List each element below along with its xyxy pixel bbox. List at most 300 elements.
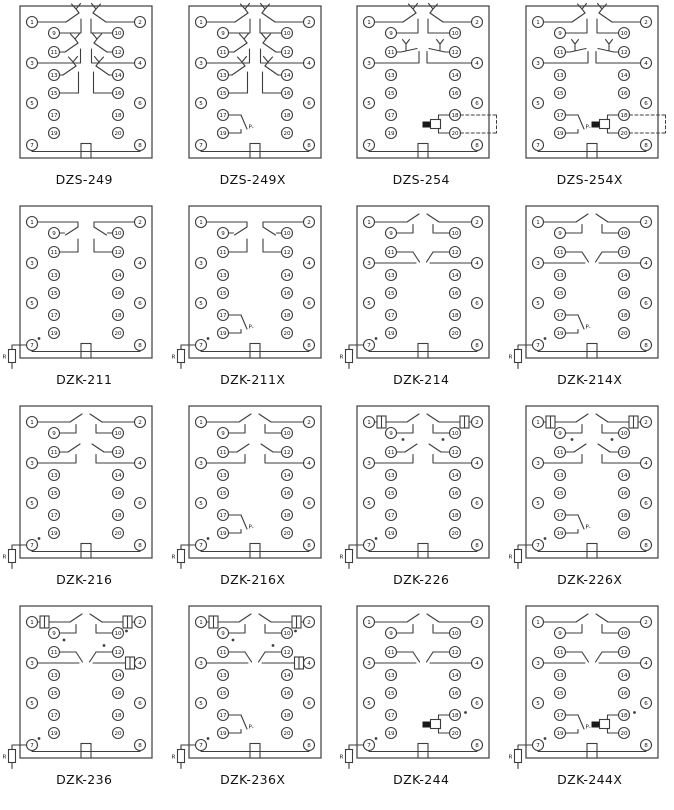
svg-text:17: 17 xyxy=(387,513,395,520)
resistor-label: R xyxy=(339,354,344,361)
p-contact-label: P- xyxy=(248,124,254,131)
diagram-cell-dzk-211x xyxy=(169,202,338,402)
svg-text:17: 17 xyxy=(556,313,564,320)
diagram-label: DZK-244X xyxy=(557,772,623,787)
svg-text:13: 13 xyxy=(50,273,58,280)
block-lead xyxy=(607,129,618,134)
polarity-dot xyxy=(125,630,128,633)
terminal-4 xyxy=(303,658,314,669)
terminal-15 xyxy=(217,288,228,299)
terminal-3 xyxy=(364,258,375,269)
svg-text:6: 6 xyxy=(643,701,648,708)
terminal-19 xyxy=(217,128,228,139)
svg-text:1: 1 xyxy=(198,220,203,227)
terminal-13 xyxy=(49,70,60,81)
terminal-13 xyxy=(554,670,565,681)
svg-text:6: 6 xyxy=(138,701,143,708)
contact-wire xyxy=(94,227,107,235)
terminal-13 xyxy=(386,670,397,681)
svg-text:15: 15 xyxy=(219,491,227,498)
terminal-7 xyxy=(27,540,38,551)
svg-text:4: 4 xyxy=(306,261,311,268)
polarity-dot xyxy=(543,737,546,740)
svg-text:19: 19 xyxy=(556,131,564,138)
contact-wire xyxy=(571,40,578,51)
terminal-19 xyxy=(49,528,60,539)
contact-wire xyxy=(596,52,640,64)
terminal-7 xyxy=(364,340,375,351)
svg-text:14: 14 xyxy=(283,673,291,680)
svg-text:2: 2 xyxy=(643,620,648,627)
p-contact-label: P- xyxy=(585,124,591,131)
svg-text:1: 1 xyxy=(30,220,35,227)
terminal-15 xyxy=(554,488,565,499)
terminal-17 xyxy=(49,510,60,521)
svg-text:17: 17 xyxy=(556,713,564,720)
svg-text:18: 18 xyxy=(283,113,291,120)
svg-text:6: 6 xyxy=(138,501,143,508)
contact-wire xyxy=(94,43,107,52)
svg-text:1: 1 xyxy=(30,420,35,427)
terminal-18 xyxy=(113,310,124,321)
relay-schematic xyxy=(171,202,335,374)
p-contact-wire xyxy=(565,530,578,534)
contact-wire xyxy=(259,414,271,422)
p-contact-label: P- xyxy=(585,324,591,331)
terminal-11 xyxy=(554,247,565,258)
terminal-14 xyxy=(281,670,292,681)
svg-text:9: 9 xyxy=(557,431,562,438)
terminal-18 xyxy=(281,310,292,321)
svg-text:17: 17 xyxy=(387,713,395,720)
terminal-1 xyxy=(195,617,206,628)
svg-text:2: 2 xyxy=(306,20,311,27)
resistor-lead xyxy=(181,345,196,350)
resistor-label: R xyxy=(171,554,176,561)
terminal-17 xyxy=(386,110,397,121)
relay-schematic xyxy=(508,402,672,574)
polarity-dot xyxy=(570,438,573,441)
svg-text:7: 7 xyxy=(198,343,203,350)
svg-text:15: 15 xyxy=(50,691,58,698)
terminal-10 xyxy=(281,428,292,439)
terminal-15 xyxy=(386,688,397,699)
svg-text:5: 5 xyxy=(30,501,35,508)
terminal-13 xyxy=(217,70,228,81)
terminal-15 xyxy=(217,688,228,699)
terminal-6 xyxy=(303,298,314,309)
terminal-5 xyxy=(532,498,543,509)
svg-text:12: 12 xyxy=(114,250,122,257)
diagram-cell-dzk-244x xyxy=(506,602,674,802)
block-lead xyxy=(607,115,618,120)
terminal-16 xyxy=(281,88,292,99)
p-contact-blade xyxy=(241,515,247,529)
contact-wire xyxy=(577,4,586,14)
contact-wire xyxy=(90,414,102,422)
contact-wire xyxy=(60,625,77,634)
terminal-6 xyxy=(640,698,651,709)
svg-text:3: 3 xyxy=(198,661,203,668)
terminal-11 xyxy=(49,247,60,258)
svg-text:9: 9 xyxy=(220,31,225,38)
svg-text:17: 17 xyxy=(50,113,58,120)
terminal-8 xyxy=(640,140,651,151)
contact-wire xyxy=(207,222,247,227)
svg-text:10: 10 xyxy=(451,31,459,38)
terminal-18 xyxy=(113,710,124,721)
svg-text:14: 14 xyxy=(620,473,628,480)
terminal-14 xyxy=(450,70,461,81)
terminal-20 xyxy=(113,128,124,139)
terminal-2 xyxy=(135,17,146,28)
relay-case-outline xyxy=(526,606,658,758)
contact-wire xyxy=(375,52,419,64)
svg-text:9: 9 xyxy=(389,631,394,638)
coil-symbol xyxy=(81,544,91,559)
svg-text:5: 5 xyxy=(535,301,540,308)
contact-wire xyxy=(228,625,245,634)
svg-text:11: 11 xyxy=(556,450,564,457)
svg-text:4: 4 xyxy=(643,61,648,68)
diagram-cell-dzk-216x xyxy=(169,402,338,602)
svg-text:16: 16 xyxy=(283,91,291,98)
contact-wire xyxy=(407,414,419,422)
terminal-4 xyxy=(640,458,651,469)
svg-text:19: 19 xyxy=(556,331,564,338)
diagram-cell-dzk-236 xyxy=(0,602,169,802)
terminal-3 xyxy=(27,58,38,69)
terminal-12 xyxy=(113,647,124,658)
svg-text:18: 18 xyxy=(114,113,122,120)
svg-text:15: 15 xyxy=(387,691,395,698)
terminal-16 xyxy=(113,88,124,99)
svg-text:8: 8 xyxy=(138,143,143,150)
terminal-16 xyxy=(113,688,124,699)
svg-text:20: 20 xyxy=(620,331,628,338)
contact-wire xyxy=(576,214,588,222)
terminal-10 xyxy=(450,228,461,239)
svg-text:2: 2 xyxy=(306,420,311,427)
svg-text:4: 4 xyxy=(475,261,480,268)
resistor-lead xyxy=(518,345,533,350)
p-contact-blade xyxy=(241,315,247,329)
coil-symbol xyxy=(587,744,597,759)
resistor-lead xyxy=(181,545,196,550)
svg-text:1: 1 xyxy=(535,620,540,627)
svg-text:1: 1 xyxy=(198,420,203,427)
svg-text:13: 13 xyxy=(556,673,564,680)
terminal-10 xyxy=(618,428,629,439)
svg-text:3: 3 xyxy=(535,461,540,468)
terminal-10 xyxy=(281,228,292,239)
diagram-label: DZK-226 xyxy=(393,572,450,587)
block-lead xyxy=(439,115,450,120)
contact-wire xyxy=(598,49,614,53)
terminal-8 xyxy=(303,740,314,751)
terminal-16 xyxy=(618,688,629,699)
svg-text:19: 19 xyxy=(556,531,564,538)
svg-text:14: 14 xyxy=(451,73,459,80)
svg-text:5: 5 xyxy=(30,301,35,308)
relay-schematic xyxy=(508,202,672,374)
terminal-13 xyxy=(49,670,60,681)
svg-text:6: 6 xyxy=(306,501,311,508)
svg-text:10: 10 xyxy=(620,631,628,638)
polarity-dot xyxy=(633,711,636,714)
svg-text:14: 14 xyxy=(114,73,122,80)
contact-wire xyxy=(228,425,245,434)
terminal-7 xyxy=(27,140,38,151)
resistor-lead xyxy=(12,545,27,550)
polarity-dot xyxy=(442,438,445,441)
resistor-symbol xyxy=(177,350,184,363)
svg-text:13: 13 xyxy=(387,73,395,80)
terminal-2 xyxy=(640,17,651,28)
svg-text:7: 7 xyxy=(535,143,540,150)
terminal-12 xyxy=(618,447,629,458)
terminal-4 xyxy=(472,458,483,469)
terminal-19 xyxy=(217,728,228,739)
resistor-symbol xyxy=(346,350,353,363)
contact-wire xyxy=(397,225,414,234)
svg-text:12: 12 xyxy=(283,250,291,257)
contact-wire xyxy=(96,625,113,634)
terminal-11 xyxy=(554,447,565,458)
terminal-18 xyxy=(113,110,124,121)
terminal-13 xyxy=(217,670,228,681)
terminal-2 xyxy=(303,617,314,628)
contact-wire xyxy=(234,227,247,235)
terminal-18 xyxy=(281,110,292,121)
polarity-dot xyxy=(464,711,467,714)
resistor-label: R xyxy=(508,554,513,561)
terminal-6 xyxy=(640,298,651,309)
terminal-3 xyxy=(532,658,543,669)
svg-text:16: 16 xyxy=(283,691,291,698)
terminal-9 xyxy=(217,228,228,239)
contact-wire xyxy=(259,614,271,622)
contact-wire xyxy=(261,34,270,44)
relay-case-outline xyxy=(189,206,321,358)
svg-text:8: 8 xyxy=(643,143,648,150)
terminal-15 xyxy=(386,488,397,499)
contact-wire xyxy=(92,444,104,452)
svg-text:8: 8 xyxy=(643,343,648,350)
contact-wire xyxy=(93,13,106,22)
svg-text:1: 1 xyxy=(30,20,35,27)
svg-text:20: 20 xyxy=(451,531,459,538)
resistor-label: R xyxy=(2,554,7,561)
svg-text:3: 3 xyxy=(367,261,372,268)
svg-text:11: 11 xyxy=(556,50,564,57)
svg-text:14: 14 xyxy=(620,73,628,80)
contact-wire xyxy=(240,4,249,14)
svg-text:4: 4 xyxy=(306,461,311,468)
svg-text:15: 15 xyxy=(219,691,227,698)
polarity-dot xyxy=(38,537,41,540)
svg-text:7: 7 xyxy=(30,343,35,350)
contact-wire xyxy=(93,34,102,44)
svg-text:7: 7 xyxy=(535,543,540,550)
terminal-19 xyxy=(386,728,397,739)
terminal-8 xyxy=(472,540,483,551)
terminal-8 xyxy=(640,340,651,351)
terminal-12 xyxy=(618,47,629,58)
contact-wire xyxy=(235,13,248,22)
svg-text:2: 2 xyxy=(138,620,143,627)
svg-text:18: 18 xyxy=(283,313,291,320)
terminal-7 xyxy=(195,540,206,551)
p-contact-blade xyxy=(241,115,247,129)
resistor-label: R xyxy=(171,754,176,761)
svg-text:7: 7 xyxy=(367,143,372,150)
svg-text:2: 2 xyxy=(138,420,143,427)
diagram-label: DZK-211X xyxy=(220,372,286,387)
svg-text:16: 16 xyxy=(451,691,459,698)
contact-wire xyxy=(429,4,438,14)
terminal-11 xyxy=(386,47,397,58)
terminal-11 xyxy=(217,647,228,658)
terminal-16 xyxy=(113,288,124,299)
terminal-7 xyxy=(532,740,543,751)
svg-text:1: 1 xyxy=(535,20,540,27)
diagram-label: DZK-244 xyxy=(393,772,450,787)
terminal-20 xyxy=(618,128,629,139)
contact-wire xyxy=(94,239,113,252)
svg-text:16: 16 xyxy=(114,91,122,98)
contact-wire xyxy=(63,66,76,75)
svg-text:3: 3 xyxy=(535,661,540,668)
svg-text:16: 16 xyxy=(283,491,291,498)
svg-text:10: 10 xyxy=(283,31,291,38)
terminal-2 xyxy=(640,217,651,228)
terminal-5 xyxy=(27,498,38,509)
svg-text:11: 11 xyxy=(387,50,395,57)
svg-text:2: 2 xyxy=(475,220,480,227)
terminal-4 xyxy=(472,58,483,69)
contact-wire xyxy=(234,43,247,52)
terminal-13 xyxy=(386,470,397,481)
svg-text:5: 5 xyxy=(198,501,203,508)
terminal-3 xyxy=(532,458,543,469)
svg-text:18: 18 xyxy=(620,513,628,520)
terminal-14 xyxy=(618,470,629,481)
svg-text:15: 15 xyxy=(556,91,564,98)
coil-symbol xyxy=(418,144,428,159)
contact-wire xyxy=(433,225,450,234)
terminal-3 xyxy=(532,58,543,69)
terminal-3 xyxy=(195,658,206,669)
contact-wire xyxy=(76,652,83,662)
svg-text:10: 10 xyxy=(620,31,628,38)
terminal-3 xyxy=(27,658,38,669)
connector-block-solid xyxy=(591,122,599,128)
svg-text:12: 12 xyxy=(114,650,122,657)
relay-case-outline xyxy=(357,206,489,358)
terminal-8 xyxy=(303,340,314,351)
terminal-12 xyxy=(450,647,461,658)
terminal-13 xyxy=(554,270,565,281)
svg-text:11: 11 xyxy=(387,650,395,657)
terminal-14 xyxy=(618,270,629,281)
terminal-14 xyxy=(281,470,292,481)
svg-text:12: 12 xyxy=(451,650,459,657)
svg-text:1: 1 xyxy=(367,620,372,627)
coil-symbol xyxy=(587,344,597,359)
terminal-8 xyxy=(472,140,483,151)
svg-text:18: 18 xyxy=(451,113,459,120)
terminal-9 xyxy=(49,28,60,39)
diagram-cell-dzk-216 xyxy=(0,402,169,602)
terminal-3 xyxy=(27,458,38,469)
svg-text:2: 2 xyxy=(475,20,480,27)
terminal-16 xyxy=(450,688,461,699)
svg-text:13: 13 xyxy=(387,273,395,280)
svg-text:6: 6 xyxy=(138,301,143,308)
terminal-18 xyxy=(450,510,461,521)
terminal-6 xyxy=(472,498,483,509)
svg-text:13: 13 xyxy=(219,273,227,280)
terminal-2 xyxy=(303,417,314,428)
svg-text:3: 3 xyxy=(30,461,35,468)
terminal-18 xyxy=(113,510,124,521)
svg-text:15: 15 xyxy=(556,291,564,298)
p-contact-wire xyxy=(565,130,578,134)
contact-wire xyxy=(433,425,450,434)
svg-text:15: 15 xyxy=(219,291,227,298)
terminal-2 xyxy=(472,417,483,428)
svg-text:18: 18 xyxy=(114,513,122,520)
terminal-15 xyxy=(386,88,397,99)
svg-text:20: 20 xyxy=(451,331,459,338)
contact-wire xyxy=(397,425,414,434)
diagram-cell-dzk-226x xyxy=(506,402,674,602)
terminal-8 xyxy=(303,540,314,551)
terminal-9 xyxy=(554,28,565,39)
terminal-1 xyxy=(532,617,543,628)
terminal-3 xyxy=(27,258,38,269)
terminal-16 xyxy=(281,488,292,499)
contact-wire xyxy=(427,252,434,262)
polarity-dot xyxy=(206,337,209,340)
resistor-symbol xyxy=(514,750,521,763)
terminal-8 xyxy=(135,740,146,751)
terminal-6 xyxy=(303,98,314,109)
terminal-19 xyxy=(386,128,397,139)
relay-case-outline xyxy=(189,606,321,758)
svg-text:8: 8 xyxy=(306,143,311,150)
svg-text:8: 8 xyxy=(138,343,143,350)
contact-wire xyxy=(544,52,588,64)
svg-text:20: 20 xyxy=(283,731,291,738)
svg-text:4: 4 xyxy=(475,661,480,668)
resistor-label: R xyxy=(508,354,513,361)
coil-symbol xyxy=(250,744,260,759)
terminal-6 xyxy=(472,698,483,709)
svg-text:13: 13 xyxy=(556,73,564,80)
terminal-6 xyxy=(472,298,483,309)
svg-text:8: 8 xyxy=(306,543,311,550)
svg-text:17: 17 xyxy=(387,313,395,320)
terminal-4 xyxy=(303,58,314,69)
svg-text:5: 5 xyxy=(198,301,203,308)
svg-text:1: 1 xyxy=(535,220,540,227)
resistor-symbol xyxy=(177,750,184,763)
terminal-2 xyxy=(135,417,146,428)
svg-text:6: 6 xyxy=(643,501,648,508)
svg-text:5: 5 xyxy=(535,701,540,708)
